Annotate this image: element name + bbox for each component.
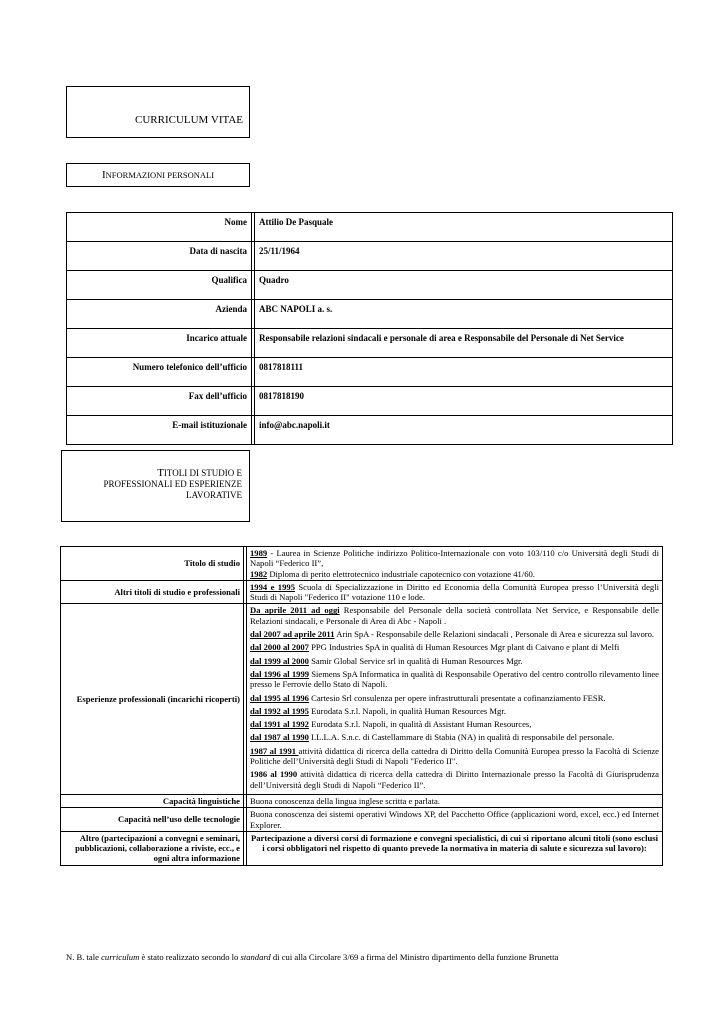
entry: [250, 732, 659, 742]
value-tecnologie: Buona conoscenza dei sistemi operativi Windows XP, del Pacchetto Office (applicazioni word, excel, ecc.) ed Internet Explorer.: [247, 808, 663, 832]
entry-year: dal 1987 al 1990: [250, 732, 309, 743]
entry: [250, 656, 659, 666]
entry: [250, 569, 659, 579]
footnote: N. B. tale curriculum è stato realizzato secondo lo standard di cui alla Circolare 3/69 a firma del Ministro dipartimento della funzione Brunetta: [66, 952, 559, 962]
personal-row: [67, 242, 673, 271]
personal-value: info@abc.napoli.it: [255, 416, 673, 445]
label-titolo-studio: Titolo di studio: [61, 547, 244, 581]
entry-text: attività didattica di ricerca della cattedra di Diritto Internazionale presso la Facoltà di Giurisprudenza dell’Università degli Studi di Napoli “Federico II”.: [250, 769, 660, 790]
experience-table: [60, 546, 663, 866]
entry: [250, 769, 659, 790]
personal-row: [67, 271, 673, 300]
personal-value: 0817818111: [255, 358, 673, 387]
row-altri-titoli: [61, 580, 663, 604]
entry-text: I.L.L.A. S.n.c. di Castellammare di Stabia (NA) in qualità di responsabile del personale.: [308, 732, 615, 743]
personal-label: Fax dell’ufficio: [67, 387, 252, 416]
entry-year: 1989: [250, 548, 268, 558]
personal-value: Quadro: [255, 271, 673, 300]
personal-value: Attilio De Pasquale: [255, 213, 673, 242]
personal-info-heading: INFORMAZIONI PERSONALI: [101, 169, 215, 181]
personal-value: ABC NAPOLI a. s.: [255, 300, 673, 329]
entry-text: Responsabile del Personale della società controllata Net Service, e Responsabile delle Relazioni sindacali, e Personale di Area di Abc - Napoli .: [250, 605, 659, 626]
entry-text: - Laurea in Scienze Politiche indirizzo Politico-Internazionale con voto 103/110 c/o Università degli Studi di Napoli “Federico II”,: [250, 548, 659, 569]
entry-year: 1982: [250, 568, 268, 579]
personal-label: Qualifica: [67, 271, 252, 300]
entry: [250, 706, 659, 716]
label-altro: Altro (partecipazioni a convegni e seminari, pubblicazioni, collaborazione a riviste, ecc., e ogni altra informazione: [61, 831, 244, 865]
personal-label: Numero telefonico dell’ufficio: [67, 358, 252, 387]
personal-info-table: [66, 212, 673, 445]
personal-row: [67, 213, 673, 242]
entry: [250, 746, 659, 767]
entry-text: Siemens SpA Informatica in qualità di Responsabile Operativo del centro controllo rilevamento linee presso le Ferrovie dello Stato di Napoli.: [250, 668, 660, 690]
label-tecnologie: Capacità nell’uso delle tecnologie: [61, 808, 244, 832]
entry-year: dal 2007 ad aprile 2011: [250, 629, 335, 640]
entry-year: Da aprile 2011 ad oggi: [250, 605, 340, 616]
personal-label: Nome: [67, 213, 252, 242]
entry: [250, 605, 659, 626]
entry-text: attività didattica di ricerca della cattedra di Diritto della Comunità Europea presso la Facoltà di Scienze Politiche dell’Università degli Studi di Napoli "Federico II".: [250, 745, 660, 767]
entry-year: 1994 e 1995: [250, 581, 295, 592]
entry: [250, 719, 659, 729]
education-heading-box: [61, 450, 250, 522]
personal-label: E-mail istituzionale: [67, 416, 252, 445]
education-heading-line1: TITOLI DI STUDIO E: [157, 467, 242, 479]
entry: [250, 642, 659, 652]
value-altri-titoli: [247, 580, 663, 604]
entry-text: Scuola di Specializzazione in Diritto ed Economia della Comunità Europea presso l’Università degli Studi di Napoli "Federico II" votazione 110 e lode.: [250, 581, 659, 603]
entry-year: dal 1992 al 1995: [250, 705, 309, 716]
education-heading-line3: LAVORATIVE: [186, 490, 242, 500]
personal-row: [67, 387, 673, 416]
personal-value: 0817818190: [255, 387, 673, 416]
entry: [250, 629, 659, 639]
row-tecnologie: [61, 808, 663, 832]
cv-title: CURRICULUM VITAE: [134, 114, 243, 126]
label-altri-titoli: Altri titoli di studio e professionali: [61, 580, 244, 604]
personal-row: [67, 300, 673, 329]
personal-info-heading-box: [66, 163, 250, 187]
entry-text: Samir Global Service srl in qualità di Human Resources Mgr.: [308, 655, 523, 666]
label-esperienze: Esperienze professionali (incarichi ricoperti): [61, 604, 244, 794]
row-titolo-studio: [61, 547, 663, 581]
entry-year: dal 2000 al 2007: [250, 642, 309, 653]
entry-text: Arin SpA - Responsabile delle Relazioni sindacali , Personale di Area e sicurezza sul lavoro.: [334, 629, 655, 640]
personal-row: [67, 416, 673, 445]
label-lingue: Capacità linguistiche: [61, 794, 244, 807]
value-altro: Partecipazione a diversi corsi di formazione e convegni specialistici, di cui si riportano alcuni titoli (sono esclusi i corsi obbligatori nel rispetto di quanto prevede la normativa in materia di salute e sicurezza sul lavoro):: [247, 831, 663, 865]
row-lingue: [61, 794, 663, 807]
entry: [250, 693, 659, 703]
entry-text: PPG Industries SpA in qualità di Human Resources Mgr plant di Caivano e plant di Melfi: [308, 642, 620, 653]
education-heading-line2: PROFESSIONALI ED ESPERIENZE: [103, 479, 242, 489]
entry-year: dal 1996 al 1999: [250, 668, 310, 679]
entry-text: Eurodata S.r.l. Napoli, in qualità Human Resources Mgr.: [308, 705, 506, 716]
personal-label: Azienda: [67, 300, 252, 329]
entry-text: Diploma di perito elettrotecnico industriale capotecnico con votazione 41/60.: [267, 568, 535, 579]
personal-row: [67, 358, 673, 387]
value-esperienze: [247, 604, 663, 794]
entry: [250, 582, 659, 603]
entry: [250, 548, 659, 569]
row-esperienze: [61, 604, 663, 794]
entry-year: dal 1999 al 2000: [250, 655, 309, 666]
cv-title-box: [66, 86, 250, 138]
row-altro: [61, 831, 663, 865]
personal-label: Incarico attuale: [67, 329, 252, 358]
entry-year: 1987 al 1991: [250, 745, 299, 756]
personal-value: 25/11/1964: [255, 242, 673, 271]
value-titolo-studio: [247, 547, 663, 581]
entry-text: Eurodata S.r.l. Napoli, in qualità di Assistant Human Resources,: [308, 719, 532, 730]
entry-year: dal 1995 al 1996: [250, 692, 309, 703]
personal-value: Responsabile relazioni sindacali e personale di area e Responsabile del Personale di Net Service: [255, 329, 673, 358]
entry: [250, 669, 659, 690]
entry-year: 1986 al 1990: [250, 769, 298, 780]
value-lingue: Buona conoscenza della lingua inglese scritta e parlata.: [247, 794, 663, 807]
entry-year: dal 1991 al 1992: [250, 719, 309, 730]
personal-row: [67, 329, 673, 358]
entry-text: Cartesio Srl consulenza per opere infrastrutturali presentate a cofinanziamento FESR.: [308, 692, 606, 703]
personal-label: Data di nascita: [67, 242, 252, 271]
